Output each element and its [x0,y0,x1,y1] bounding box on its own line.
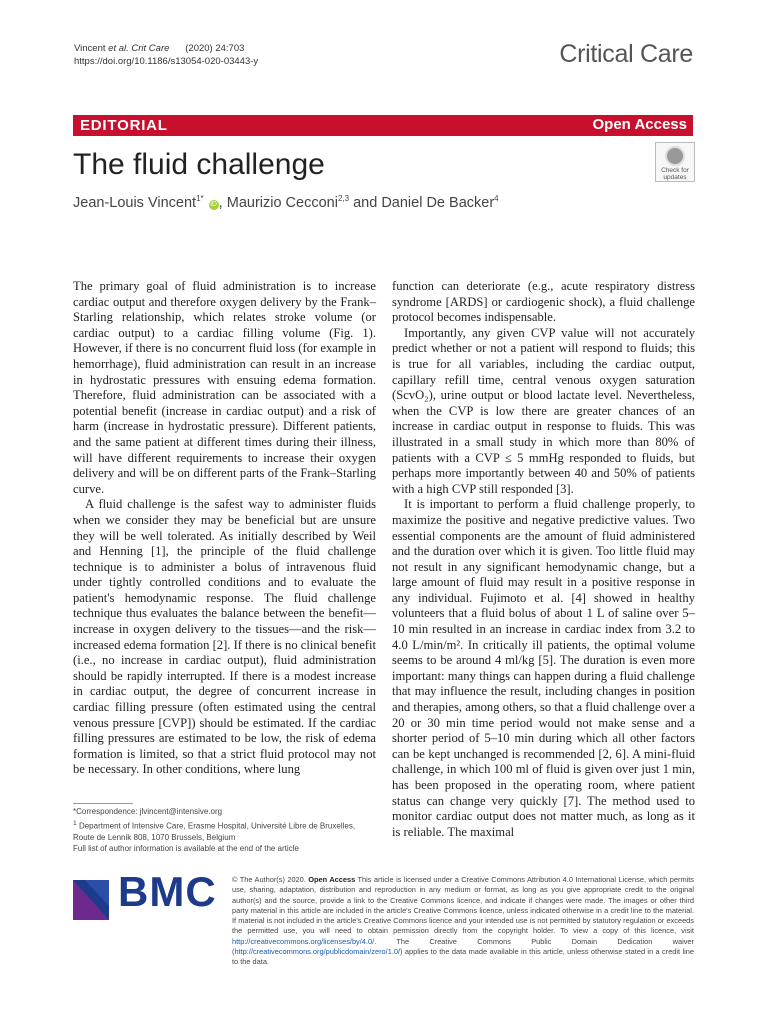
paragraph: Importantly, any given CVP value will not accurately predict whether or not a patient will respond to fluids; this is true for all variables, including the cardiac output, capillary refill time, central venous oxygen saturation (ScvO₂), urine output or blood lactate level. Nevertheless, when the CVP is low there are greater chances of an increase in cardiac output in response to fluids. This was illustrated in a small study in which more than 80% of patients with a CVP ≤ 5 mmHg responded to fluids, but perhaps more importantly between 40 and 50% of patients with a high CVP still responded [3]. [392,325,695,496]
badge-line1: Check for [661,167,689,174]
footnotes [73,806,373,855]
author-info-note: Full list of author information is available at the end of the article [73,844,299,854]
author-name[interactable]: Jean-Louis Vincent [73,194,197,211]
article-type-banner [73,115,693,136]
paragraph: It is important to perform a fluid challenge properly, to maximize the positive and negative predictive values. Two essential components are the amount of fluid administered and the duration over which it is given. Too little fluid may not result in any significant hemodynamic change, but a large amount of fluid may result in a positive response in any individual. Fujimoto et al. [4] showed in healthy volunteers that a fluid bolus of about 1 L of saline over 5–10 min resulted in an increase in cardiac index from 3.2 to 4.0 L/min/m². In critically ill patients, the optimal volume seems to be around 4 ml/kg [5]. The duration is even more important: many things can happen during a fluid challenge that may influence the result, including changes in position and therapies, among others, so that a fluid challenge over a 20 or 30 min time period would not make sense and a shorter period of 5–10 min during which all other factors can be kept unchanged is recommended [2, 6]. A mini-fluid challenge, in which 100 ml of fluid is given over just 1 min, has been proposed in the operating room, where patient status can change very quickly [7]. The method used to monitor cardiac output does not matter much, as long as it is reliable. The maximal [392,497,695,839]
author-affiliation-marker: 4 [494,194,499,203]
citation-line [74,42,258,55]
open-access-label[interactable]: Open Access [592,116,687,133]
journal-name: Critical Care [559,40,693,68]
author-name[interactable]: Maurizio Cecconi [226,194,338,211]
doi-link[interactable]: https://doi.org/10.1186/s13054-020-03443-y [74,56,259,67]
year-volume: (2020) 24:703 [185,43,245,54]
author-separator: and [349,194,382,211]
correspondence: *Correspondence: jlvincent@intensive.org [73,807,223,816]
license-statement [232,875,694,968]
paragraph: A fluid challenge is the safest way to administer fluids when we consider they may be beneficial but are unsure they will be well tolerated. As initially described by Weil and Henning [1], the principle of the fluid challenge technique is to administer a bolus of intravenous fluid under tightly controlled conditions and to evaluate the patient's hemodynamic response. The fluid challenge technique thus evaluates the balance between the benefit—increase in oxygen delivery to the tissues—and the risk—increased edema formation [2]. If there is no clinical benefit (i.e., no increase in cardiac output), fluid administration should be rapidly interrupted. If there is a modest increase in cardiac output, the degree of concurrent increase in cardiac filling pressure (often estimated using the central venous pressure [CVP]) should be estimated. If the cardiac filling pressures are estimated to be low, the risk of edema formation is limited, so that a strict fluid protocol may not be necessary. In other conditions, where lung [73,497,376,777]
author-affiliation-marker: 1* [196,194,204,203]
body-column-right [392,279,695,840]
author-separator: , [218,194,227,211]
article-title: The fluid challenge [73,148,325,181]
affiliation-marker: 1 [73,819,77,827]
author-list [73,194,499,211]
body-column-left [73,279,376,778]
footnote-divider [73,803,133,804]
affiliation [73,818,373,844]
waiver-link[interactable]: http://creativecommons.org/publicdomain/zero/1.0/ [234,947,401,957]
license-link[interactable]: http://creativecommons.org/licenses/by/4.0/ [232,936,375,946]
badge-line2: updates [663,174,687,181]
bookmark-icon [665,146,685,166]
bmc-logo-text: BMC [118,868,217,915]
license-text: This article is licensed under a Creative Commons Attribution 4.0 International License, which permits use, sharing, adaptation, distribution and reproduction in any medium or format, as long as you give appropriate credit to the original author(s) and the source, provide a link to the Creative Commons licence, and indicate if changes were made. The images or other third party material in this article are included in the article's Creative Commons licence, unless indicated otherwise in a credit line to the material. If material is not included in the article's Creative Commons licence and your intended use is not permitted by statutory regulation or exceeds the permitted use, you will need to obtain permission directly from the copyright holder. To view a copy of this licence, visit [232,875,694,936]
author-name[interactable]: Daniel De Backer [381,194,495,211]
copyright: © The Author(s) 2020. [232,875,306,884]
check-for-updates-badge[interactable] [655,142,695,182]
orcid-icon[interactable]: iD [210,200,217,208]
paragraph: The primary goal of fluid administration is to increase cardiac output and therefore oxygen delivery by the Frank–Starling relationship, which relates stroke volume (or cardiac output) to a cardiac filling volume (Fig. 1). However, if there is no concurrent fluid loss (for example in hemorrhage), fluid administration can result in an increase in hydrostatic pressures with ensuing edema formation. Therefore, fluid administration can be associated with a potential benefit (increase in cardiac output) and a risk of harm (increase in hydrostatic pressure). Different patients, and the same patient at different times during their illness, will have different requirements to increase their oxygen delivery and will be on different parts of the Frank–Starling curve. [73,279,376,496]
journal-abbrev: et al. Crit Care [108,43,170,54]
author-short: Vincent [74,43,106,54]
open-access-label: Open Access [308,875,356,884]
citation-header [74,42,258,68]
article-type-label: EDITORIAL [80,117,168,134]
license-text: . The Creative Commons Public Domain Dedication waiver ( [232,936,694,957]
paragraph: function can deteriorate (e.g., acute respiratory distress syndrome [ARDS] or cardiogenic shock), a fluid challenge protocol becomes indispensable. [392,279,695,325]
license-text: ) applies to the data made available in this article, unless otherwise stated in a credit line to the data. [232,947,694,967]
affiliation-text: Department of Intensive Care, Erasme Hospital, Université Libre de Bruxelles, Route de Lennik 808, 1070 Brussels, Belgium [73,821,356,842]
author-affiliation-marker: 2,3 [337,194,350,203]
